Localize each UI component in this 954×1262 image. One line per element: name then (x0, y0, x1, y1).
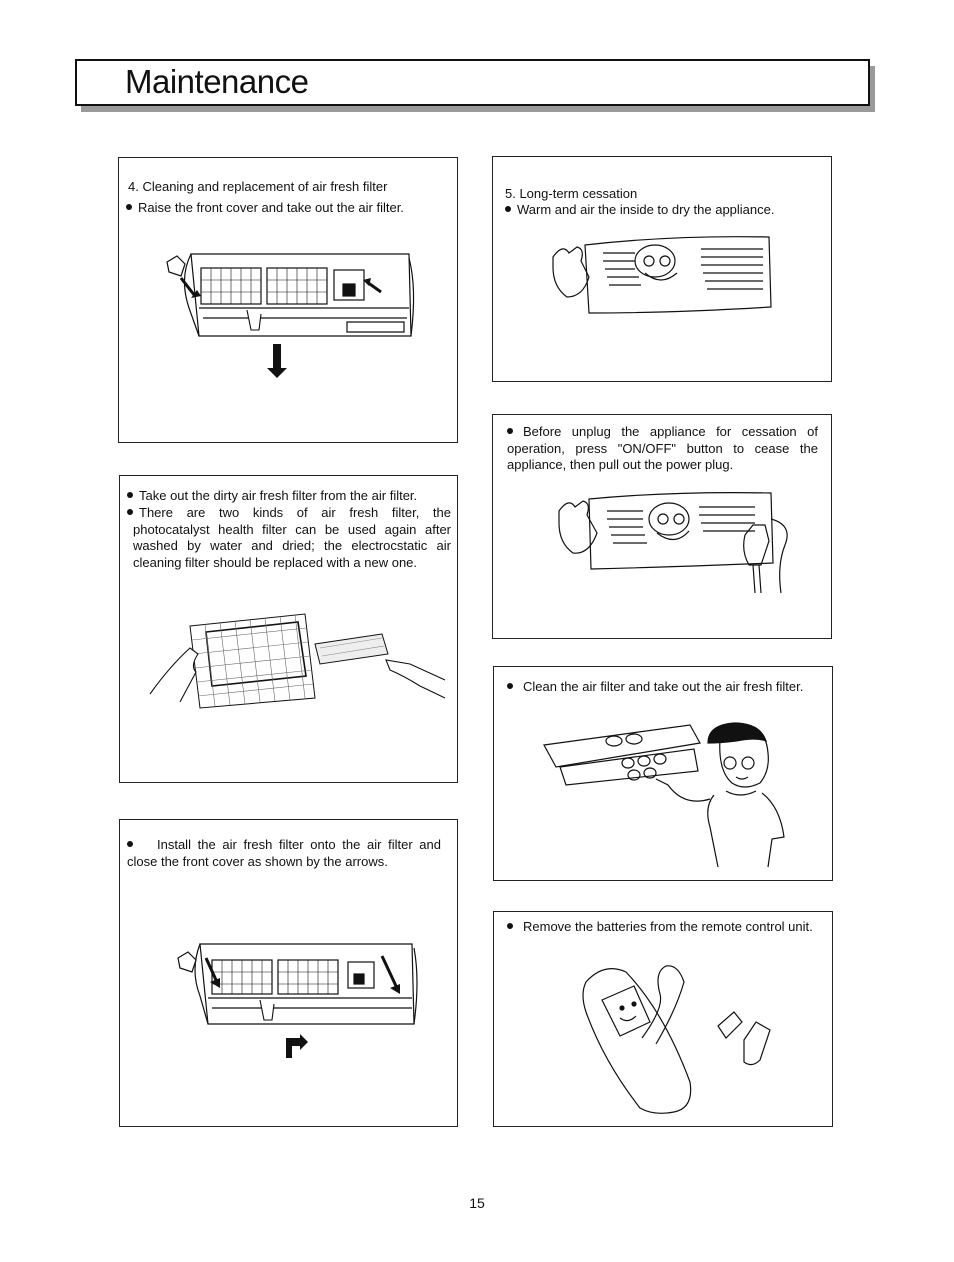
bullet-text: Install the air fresh filter onto the air filter and close the front cover as shown by the arrows. (127, 837, 441, 869)
panel-unplug (492, 414, 832, 639)
bullet-text: Take out the dirty air fresh filter from the air filter. (139, 488, 418, 503)
panel-long-term-cessation (492, 156, 832, 382)
bullet-text: Warm and air the inside to dry the appliance. (517, 202, 775, 217)
unplug-ac-illustration (493, 415, 833, 640)
bullet-text: There are two kinds of air fresh filter, the photocatalyst health filter can be used again after washed by water and dried; the electrocstatic air cleaning filter should be replaced with a new one. (133, 505, 451, 570)
woman-cleaning-filter-illustration (494, 667, 834, 882)
panel-clean-replace-filter (118, 157, 458, 443)
smiling-ac-illustration (493, 157, 833, 383)
bullet-text: Before unplug the appliance for cessation of operation, press "ON/OFF" button to cease the appliance, then pull out the power plug. (507, 424, 818, 472)
title-box (75, 59, 870, 106)
page-number: 15 (469, 1195, 485, 1211)
remote-batteries-illustration (494, 912, 834, 1128)
panel-heading: 5. Long-term cessation (505, 186, 638, 201)
bullet-text: Remove the batteries from the remote control unit. (523, 919, 813, 934)
ac-unit-close-cover-illustration (120, 820, 459, 1128)
filter-hands-illustration (120, 476, 459, 784)
page-title: Maintenance (125, 63, 309, 100)
panel-heading: 4. Cleaning and replacement of air fresh filter (128, 179, 388, 194)
panel-remove-batteries (493, 911, 833, 1127)
panel-take-out-filter (119, 475, 458, 783)
panel-install-filter (119, 819, 458, 1127)
ac-unit-open-cover-illustration (119, 158, 459, 444)
bullet-text: Clean the air filter and take out the air fresh filter. (523, 679, 804, 694)
bullet-text: Raise the front cover and take out the air filter. (138, 200, 404, 215)
panel-clean-air-filter (493, 666, 833, 881)
